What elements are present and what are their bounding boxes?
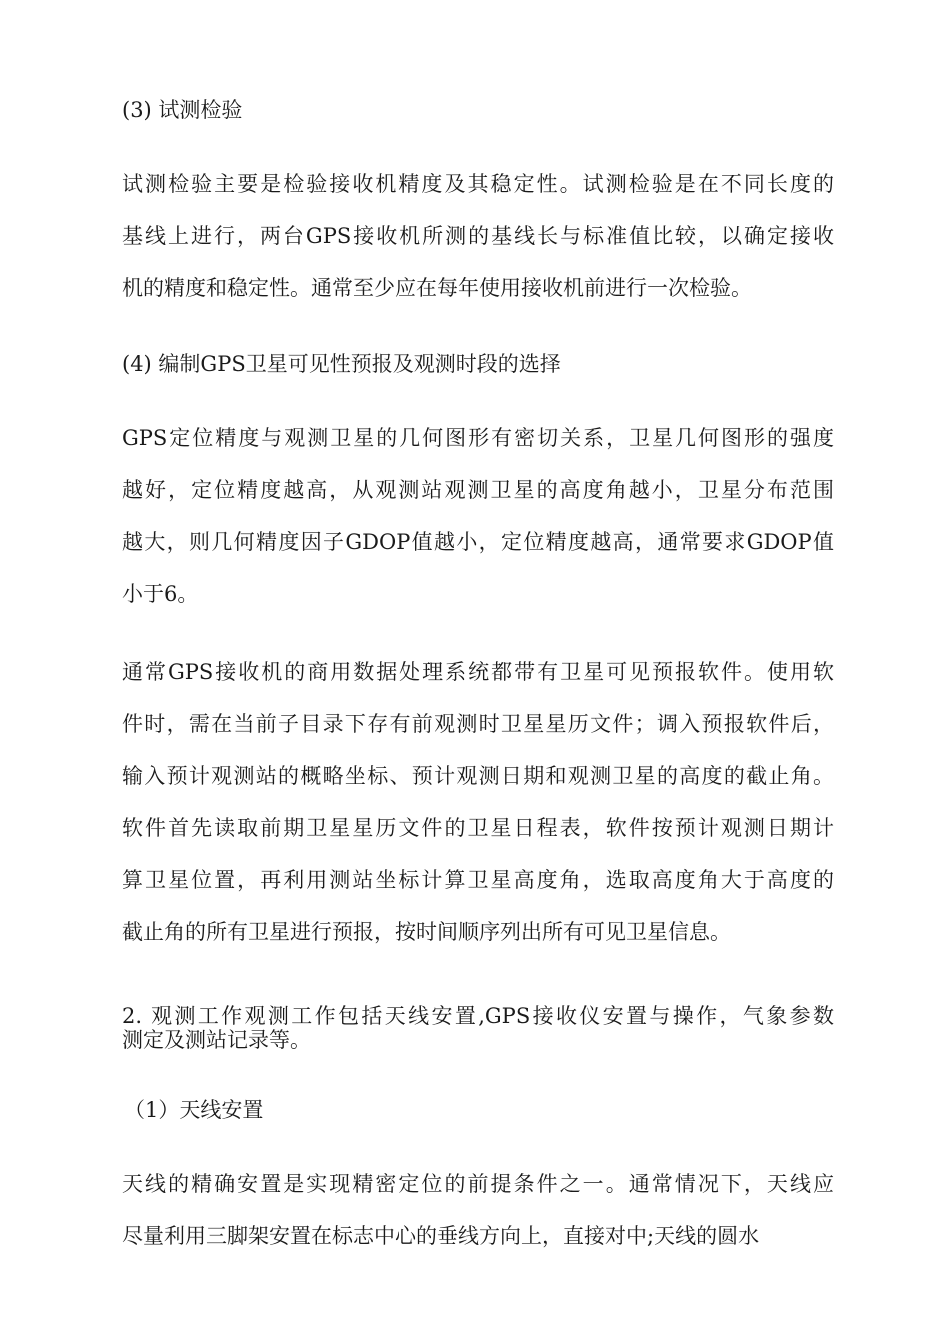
text-line: GPS定位精度与观测卫星的几何图形有密切关系，卫星几何图形的强度	[122, 426, 834, 450]
paragraph-gdop	[122, 412, 834, 620]
text-line: 小于6。	[122, 582, 199, 606]
text-line: 机的精度和稳定性。通常至少应在每年使用接收机前进行一次检验。	[122, 276, 752, 300]
text-line: 通常GPS接收机的商用数据处理系统都带有卫星可见预报软件。使用软	[122, 660, 834, 684]
heading-antenna-setup: （1）天线安置	[124, 1098, 264, 1122]
heading-trial-test: (3) 试测检验	[122, 98, 243, 122]
text-line: 天线的精确安置是实现精密定位的前提条件之一。通常情况下，天线应	[122, 1172, 834, 1196]
text-line: 输入预计观测站的概略坐标、预计观测日期和观测卫星的高度的截止角。	[122, 764, 834, 788]
text-line: 越好，定位精度越高，从观测站观测卫星的高度角越小，卫星分布范围	[122, 478, 834, 502]
text-line: 试测检验主要是检验接收机精度及其稳定性。试测检验是在不同长度的	[122, 172, 834, 196]
text-line: 件时，需在当前子目录下存有前观测时卫星星历文件；调入预报软件后，	[122, 712, 834, 736]
text-line: 越大，则几何精度因子GDOP值越小，定位精度越高，通常要求GDOP值	[122, 530, 834, 554]
paragraph-trial-test	[122, 158, 834, 314]
text-line: 尽量利用三脚架安置在标志中心的垂线方向上，直接对中;天线的圆水	[122, 1224, 760, 1248]
text-line: 截止角的所有卫星进行预报，按时间顺序列出所有可见卫星信息。	[122, 920, 731, 944]
paragraph-observation-work	[122, 1004, 834, 1052]
text-line: 测定及测站记录等。	[122, 1028, 311, 1052]
text-line: 软件首先读取前期卫星星历文件的卫星日程表，软件按预计观测日期计	[122, 816, 834, 840]
paragraph-forecast-software	[122, 646, 834, 958]
paragraph-antenna-setup	[122, 1158, 834, 1262]
text-line: 2. 观测工作观测工作包括天线安置,GPS接收仪安置与操作，气象参数	[122, 1004, 834, 1028]
heading-visibility-forecast: (4) 编制GPS卫星可见性预报及观测时段的选择	[122, 352, 561, 376]
text-line: 基线上进行，两台GPS接收机所测的基线长与标准值比较，以确定接收	[122, 224, 834, 248]
text-line: 算卫星位置，再利用测站坐标计算卫星高度角，选取高度角大于高度的	[122, 868, 834, 892]
